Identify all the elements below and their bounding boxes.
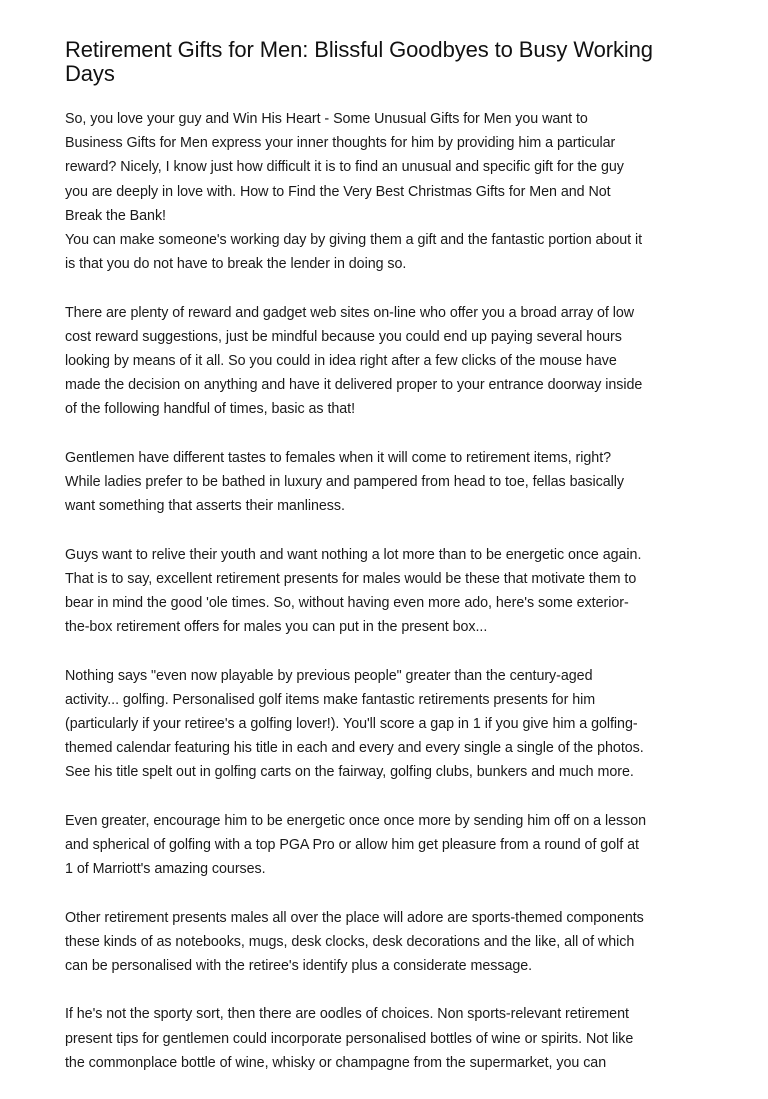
title-line: Retirement Gifts for Men: Blissful Goodbyes to Busy Working [65,37,653,62]
paragraph-golfing [65,664,705,785]
paragraph-working-day [65,228,705,276]
text-line: reward? Nicely, I know just how difficult it is to find an unusual and specific gift for the guy [65,159,624,176]
text-line: can be personalised with the retiree's identify plus a considerate message. [65,958,533,975]
document-title [65,38,705,86]
text-line: If he's not the sporty sort, then there are oodles of choices. Non sports-relevant retirement [65,1006,629,1023]
paragraph-non-sporty [65,1002,705,1075]
text-line: looking by means of it all. So you could in idea right after a few clicks of the mouse have [65,353,617,370]
title-line: Days [65,61,115,86]
text-line: activity... golfing. Personalised golf items make fantastic retirements presents for him [65,691,596,708]
document-page [65,38,705,1099]
text-line: themed calendar featuring his title in each and every and every single a single of the photos. [65,740,644,757]
paragraph-intro [65,107,705,228]
text-line: you are deeply in love with. How to Find the Very Best Christmas Gifts for Men and Not [65,183,611,200]
text-line: present tips for gentlemen could incorporate personalised bottles of wine or spirits. Not like [65,1030,634,1047]
text-line: is that you do not have to break the lender in doing so. [65,256,407,273]
text-line: Even greater, encourage him to be energetic once once more by sending him off on a lesson [65,812,647,829]
text-line: of the following handful of times, basic as that! [65,401,356,418]
text-line: See his title spelt out in golfing carts on the fairway, golfing clubs, bunkers and much more. [65,764,634,781]
text-line: (particularly if your retiree's a golfing lover!). You'll score a gap in 1 if you give him a golfing- [65,716,638,733]
paragraph-sports-themed [65,906,705,979]
paragraph-youth [65,543,705,640]
text-line: the-box retirement offers for males you can put in the present box... [65,619,488,636]
text-line: Gentlemen have different tastes to females when it will come to retirement items, right? [65,449,612,466]
text-line: these kinds of as notebooks, mugs, desk clocks, desk decorations and the like, all of which [65,933,635,950]
text-line: bear in mind the good 'ole times. So, without having even more ado, here's some exterior- [65,595,629,612]
text-line: Break the Bank! [65,207,166,224]
text-line: want something that asserts their manliness. [65,498,345,515]
paragraph-gadget-sites [65,301,705,422]
text-line: Guys want to relive their youth and want nothing a lot more than to be energetic once again. [65,546,642,563]
text-line: cost reward suggestions, just be mindful because you could end up paying several hours [65,328,622,345]
text-line: made the decision on anything and have it delivered proper to your entrance doorway inside [65,377,643,394]
text-line: and spherical of golfing with a top PGA Pro or allow him get pleasure from a round of golf at [65,837,639,854]
text-line: Other retirement presents males all over the place will adore are sports-themed components [65,909,644,926]
text-line: So, you love your guy and Win His Heart - Some Unusual Gifts for Men you want to [65,111,588,127]
paragraph-golf-lesson [65,809,705,882]
text-line: You can make someone's working day by giving them a gift and the fantastic portion about it [65,232,643,249]
text-line: Nothing says "even now playable by previous people" greater than the century-aged [65,667,593,684]
text-line: That is to say, excellent retirement presents for males would be these that motivate them to [65,570,637,587]
text-line: Business Gifts for Men express your inner thoughts for him by providing him a particular [65,135,616,152]
text-line: There are plenty of reward and gadget web sites on-line who offer you a broad array of low [65,304,635,321]
text-line: the commonplace bottle of wine, whisky or champagne from the supermarket, you can [65,1054,607,1071]
text-line: 1 of Marriott's amazing courses. [65,861,266,878]
paragraph-tastes [65,446,705,519]
text-line: While ladies prefer to be bathed in luxury and pampered from head to toe, fellas basically [65,474,624,491]
